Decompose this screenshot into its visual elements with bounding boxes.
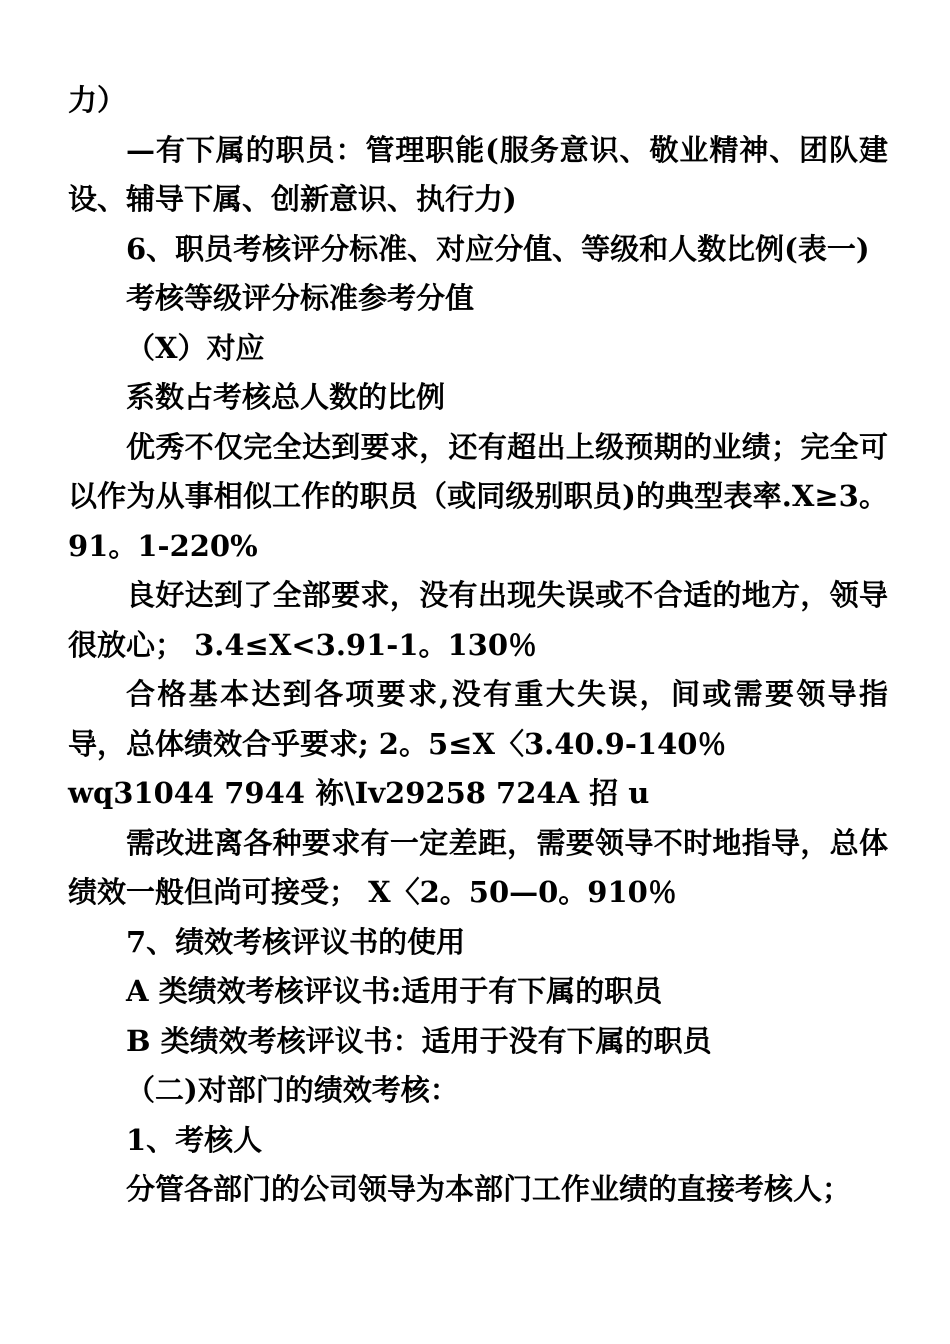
paragraph-continuation: 力） — [68, 83, 127, 117]
paragraph-assessor-description: 分管各部门的公司领导为本部门工作业绩的直接考核人； — [126, 1172, 852, 1206]
paragraph-assessor-heading: 1、考核人 — [126, 1122, 263, 1157]
paragraph-table-header-3: 系数占考核总人数的比例 — [126, 380, 446, 414]
paragraph-table-header-2: （X）对应 — [126, 330, 265, 365]
paragraph-form-a: A 类绩效考核评议书:适用于有下属的职员 — [126, 974, 663, 1008]
paragraph-grade-needs-improvement: 需改进离各种要求有一定差距，需要领导不时地指导，总体绩效一般但尚可接受； X〈2。50—0。910％ — [68, 825, 888, 909]
paragraph-grade-good: 良好达到了全部要求，没有出现失误或不合适的地方，领导很放心； 3.4≤X<3.91-1。130％ — [68, 578, 888, 662]
paragraph-section-7-heading: 7、绩效考核评议书的使用 — [126, 924, 466, 959]
paragraph-grade-qualified: 合格基本达到各项要求,没有重大失误，间或需要领导指导，总体绩效合乎要求; 2。5≤X〈3.40.9-140％ — [68, 677, 888, 761]
paragraph-form-b: B 类绩效考核评议书：适用于没有下属的职员 — [126, 1023, 712, 1058]
paragraph-table-header-1: 考核等级评分标准参考分值 — [126, 281, 475, 315]
paragraph-grade-excellent: 优秀不仅完全达到要求，还有超出上级预期的业绩；完全可以作为从事相似工作的职员（或同级别职员)的典型表率.X≥3。91。1-220% — [68, 429, 888, 563]
paragraph-section-6-heading: 6、职员考核评分标准、对应分值、等级和人数比例(表一) — [126, 231, 870, 266]
paragraph-department-assessment-heading: （二)对部门的绩效考核： — [126, 1073, 459, 1107]
paragraph-manager-functions: —有下属的职员：管理职能(服务意识、敬业精神、团队建设、辅导下属、创新意识、执行力) — [68, 132, 888, 216]
paragraph-garbled-line: wq31044 7944 袮\Iv29258 724A 招 u — [68, 776, 650, 810]
document-body — [68, 76, 888, 1215]
